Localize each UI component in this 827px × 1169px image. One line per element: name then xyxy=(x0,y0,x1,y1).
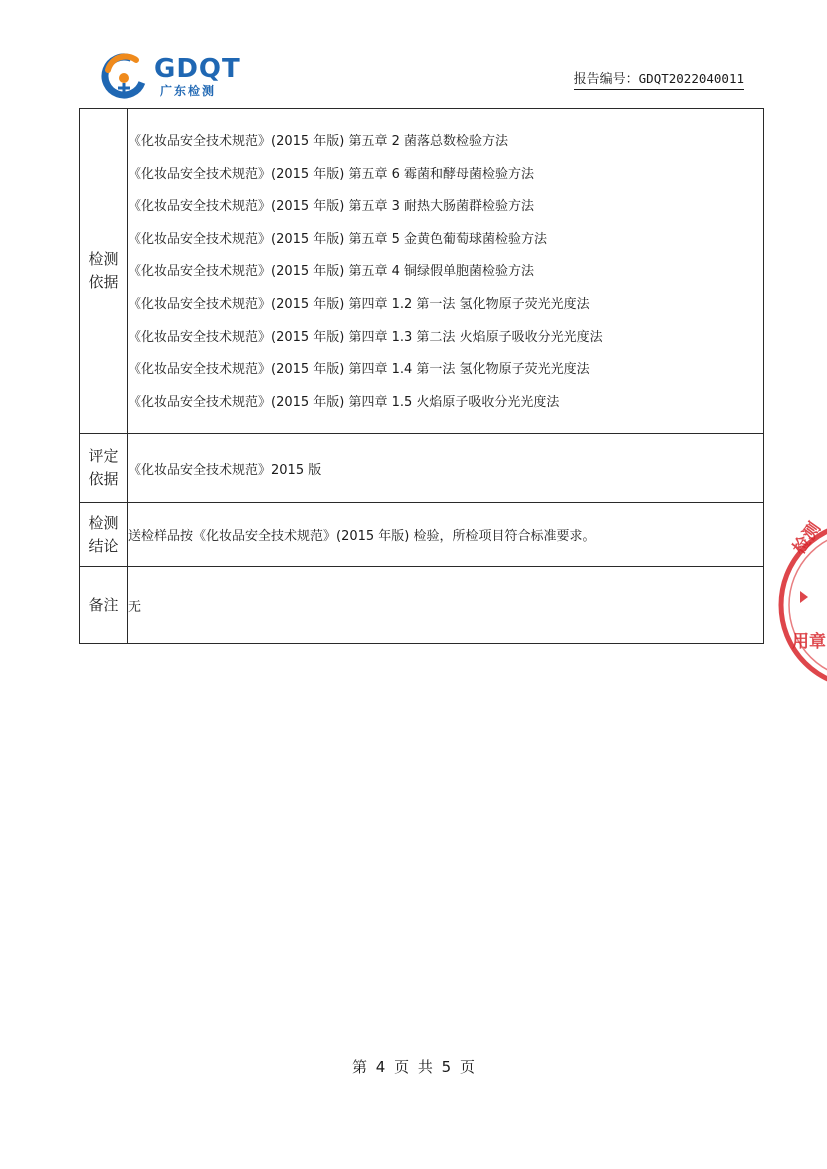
basis-item: 《化妆品安全技术规范》(2015 年版) 第四章 1.3 第二法 火焰原子吸收分光光度法 xyxy=(128,329,603,345)
evaluation-row xyxy=(80,434,764,503)
company-logo xyxy=(100,52,250,100)
conclusion-row xyxy=(80,503,764,567)
logo-wordmark: GDQT xyxy=(154,54,241,84)
conclusion-value: 送检样品按《化妆品安全技术规范》(2015 年版) 检验，所检项目符合标准要求。 xyxy=(128,503,764,567)
basis-label-line1: 检测 xyxy=(88,250,119,269)
basis-item: 《化妆品安全技术规范》(2015 年版) 第五章 2 菌落总数检验方法 xyxy=(128,134,509,149)
basis-row xyxy=(80,109,764,434)
logo-subtitle: 广东检测 xyxy=(160,84,217,98)
remarks-value: 无 xyxy=(128,567,764,644)
page-number: 第 4 页 共 5 页 xyxy=(352,1058,475,1076)
report-number-label: 报告编号： xyxy=(573,72,639,87)
report-number-value: GDQT2022040011 xyxy=(638,71,744,86)
remarks-row xyxy=(80,567,764,644)
inspection-seal-stamp xyxy=(778,505,827,705)
conclusion-label-line1: 检测 xyxy=(88,513,119,532)
evaluation-value: 《化妆品安全技术规范》2015 版 xyxy=(128,434,764,503)
basis-item: 《化妆品安全技术规范》(2015 年版) 第五章 3 耐热大肠菌群检验方法 xyxy=(128,199,535,215)
seal-text-top: 检测 xyxy=(789,518,826,559)
basis-item: 《化妆品安全技术规范》(2015 年版) 第五章 5 金黄色葡萄球菌检验方法 xyxy=(128,231,548,247)
evaluation-label-line1: 评定 xyxy=(88,447,119,466)
basis-list xyxy=(128,109,763,433)
gdqt-logo-icon xyxy=(100,52,148,100)
report-number xyxy=(574,71,744,90)
remarks-label: 备注 xyxy=(80,567,128,644)
evaluation-label xyxy=(80,434,128,503)
report-table xyxy=(79,108,764,644)
basis-item: 《化妆品安全技术规范》(2015 年版) 第四章 1.5 火焰原子吸收分光光度法 xyxy=(128,394,560,410)
conclusion-label-line2: 结论 xyxy=(88,536,119,555)
conclusion-label xyxy=(80,503,128,567)
basis-item: 《化妆品安全技术规范》(2015 年版) 第四章 1.2 第一法 氢化物原子荧光光度法 xyxy=(128,296,590,312)
basis-content xyxy=(128,109,764,434)
basis-item: 《化妆品安全技术规范》(2015 年版) 第五章 6 霉菌和酵母菌检验方法 xyxy=(128,166,535,182)
basis-label xyxy=(80,109,128,434)
evaluation-label-line2: 依据 xyxy=(88,470,119,489)
basis-item: 《化妆品安全技术规范》(2015 年版) 第四章 1.4 第一法 氢化物原子荧光光度法 xyxy=(128,362,590,378)
basis-item: 《化妆品安全技术规范》(2015 年版) 第五章 4 铜绿假单胞菌检验方法 xyxy=(128,264,535,280)
basis-label-line2: 依据 xyxy=(88,273,119,292)
seal-text-bottom: 用章 xyxy=(792,632,826,652)
